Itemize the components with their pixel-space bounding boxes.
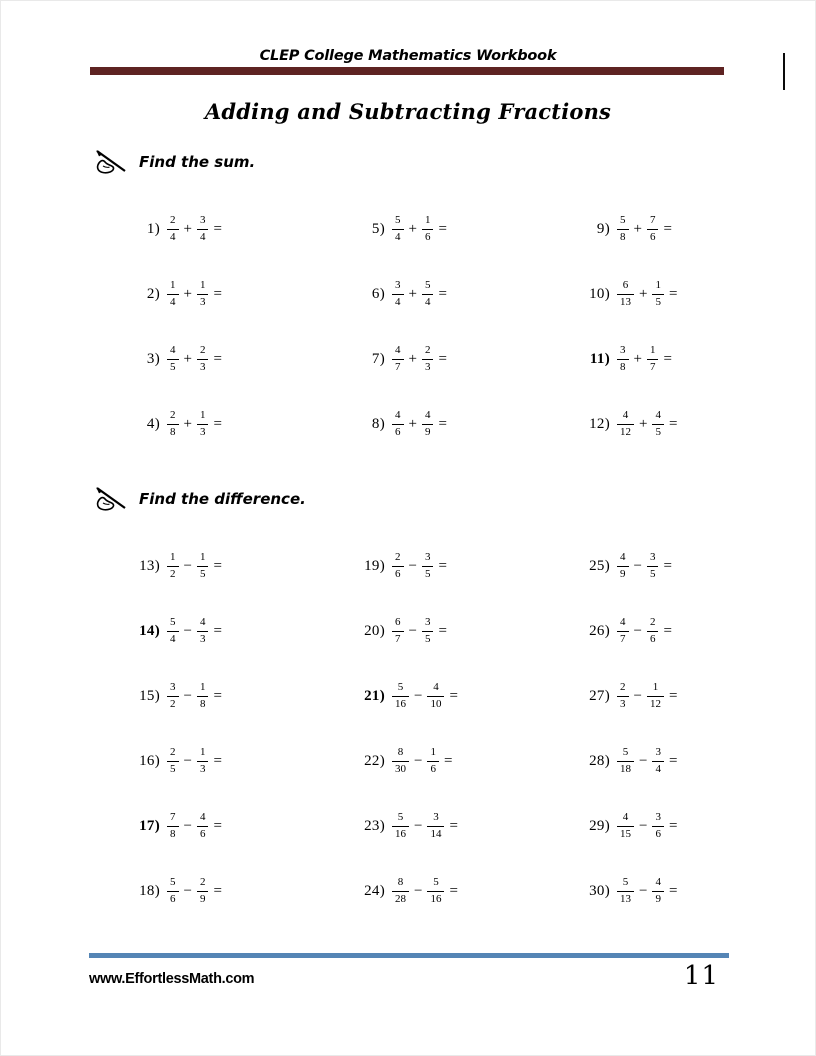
operator: + [408, 351, 417, 367]
equals-sign: = [438, 416, 447, 432]
problem [352, 794, 577, 859]
fraction: $\frac{4}{5}$ [652, 409, 664, 440]
fraction: $\frac{5}{4}$ [392, 214, 404, 245]
problem-number: 3) [146, 351, 160, 367]
problem-number: 18) [139, 883, 160, 899]
book-title: CLEP College Mathematics Workbook [259, 48, 557, 64]
operator: − [414, 688, 423, 704]
problem [352, 392, 577, 457]
equals-sign: = [213, 753, 222, 769]
operator: − [639, 753, 648, 769]
problem [577, 534, 802, 599]
equals-sign: = [213, 558, 222, 574]
problem-number: 10) [589, 286, 610, 302]
equals-sign: = [438, 623, 447, 639]
fraction: $\frac{1}{4}$ [167, 279, 179, 310]
fraction: $\frac{5}{16}$ [427, 876, 444, 907]
problem-number: 14) [139, 623, 160, 639]
operator: − [633, 688, 642, 704]
fraction: $\frac{8}{28}$ [392, 876, 409, 907]
operator: − [414, 753, 423, 769]
operator: − [183, 558, 192, 574]
problem [352, 534, 577, 599]
problem [127, 392, 352, 457]
instruction-difference [94, 486, 306, 512]
problem-number: 23) [364, 818, 385, 834]
problem-number: 19) [364, 558, 385, 574]
problem-number: 12) [589, 416, 610, 432]
equals-sign: = [438, 286, 447, 302]
difference-problems-grid [127, 534, 802, 924]
problem-number: 9) [596, 221, 610, 237]
fraction: $\frac{2}{8}$ [167, 409, 179, 440]
equals-sign: = [213, 883, 222, 899]
operator: − [633, 623, 642, 639]
fraction: $\frac{4}{12}$ [617, 409, 634, 440]
fraction: $\frac{8}{30}$ [392, 746, 409, 777]
problem [127, 327, 352, 392]
margin-mark-line [783, 53, 785, 90]
fraction: $\frac{6}{7}$ [392, 616, 404, 647]
fraction: $\frac{3}{8}$ [617, 344, 629, 375]
fraction: $\frac{5}{18}$ [617, 746, 634, 777]
problem-number: 7) [371, 351, 385, 367]
fraction: $\frac{2}{5}$ [167, 746, 179, 777]
operator: − [183, 818, 192, 834]
fraction: $\frac{7}{6}$ [647, 214, 659, 245]
fraction: $\frac{1}{6}$ [427, 746, 439, 777]
problem-number: 8) [371, 416, 385, 432]
problem-number: 29) [589, 818, 610, 834]
problem-number: 1) [146, 221, 160, 237]
equals-sign: = [213, 221, 222, 237]
fraction: $\frac{1}{3}$ [197, 409, 209, 440]
problem-number: 6) [371, 286, 385, 302]
problem-number: 5) [371, 221, 385, 237]
problem [352, 197, 577, 262]
equals-sign: = [438, 558, 447, 574]
equals-sign: = [438, 221, 447, 237]
equals-sign: = [213, 818, 222, 834]
fraction: $\frac{1}{8}$ [197, 681, 209, 712]
problem-number: 27) [589, 688, 610, 704]
equals-sign: = [668, 688, 678, 704]
fraction: $\frac{1}{5}$ [652, 279, 664, 310]
equals-sign: = [449, 818, 458, 834]
equals-sign: = [213, 623, 222, 639]
problem-number: 25) [589, 558, 610, 574]
problem-number: 24) [364, 883, 385, 899]
fraction: $\frac{4}{15}$ [617, 811, 634, 842]
page-number: 11 [683, 961, 719, 991]
equals-sign: = [663, 351, 672, 367]
fraction: $\frac{3}{2}$ [167, 681, 179, 712]
operator: + [408, 416, 417, 432]
fraction: $\frac{1}{2}$ [167, 551, 179, 582]
problem-number: 26) [589, 623, 610, 639]
fraction: $\frac{2}{6}$ [392, 551, 404, 582]
fraction: $\frac{1}{3}$ [197, 279, 209, 310]
problem-number: 13) [139, 558, 160, 574]
problem [577, 664, 802, 729]
fraction: $\frac{7}{8}$ [167, 811, 179, 842]
operator: − [183, 623, 192, 639]
operator: + [633, 221, 642, 237]
problem [577, 859, 802, 924]
problem-number: 30) [589, 883, 610, 899]
fraction: $\frac{5}{6}$ [167, 876, 179, 907]
problem [577, 729, 802, 794]
fraction: $\frac{3}{5}$ [647, 551, 659, 582]
fraction: $\frac{1}{12}$ [647, 681, 664, 712]
fraction: $\frac{5}{16}$ [392, 811, 409, 842]
equals-sign: = [663, 558, 672, 574]
problem [127, 599, 352, 664]
writing-hand-icon [94, 486, 128, 512]
fraction: $\frac{5}{16}$ [392, 681, 409, 712]
equals-sign: = [668, 416, 678, 432]
header-rule [90, 67, 724, 75]
fraction: $\frac{1}{5}$ [197, 551, 209, 582]
fraction: $\frac{2}{3}$ [617, 681, 629, 712]
fraction: $\frac{3}{5}$ [422, 551, 434, 582]
problem [127, 534, 352, 599]
fraction: $\frac{4}{9}$ [652, 876, 664, 907]
instruction-text: Find the sum. [139, 153, 256, 171]
page-title: Adding and Subtracting Fractions [204, 99, 612, 124]
fraction: $\frac{5}{13}$ [617, 876, 634, 907]
fraction: $\frac{5}{4}$ [167, 616, 179, 647]
operator: − [633, 558, 642, 574]
problem [577, 392, 802, 457]
operator: − [183, 883, 192, 899]
problem [352, 599, 577, 664]
problem [127, 729, 352, 794]
fraction: $\frac{3}{14}$ [427, 811, 444, 842]
equals-sign: = [438, 351, 447, 367]
operator: − [408, 558, 417, 574]
equals-sign: = [213, 688, 222, 704]
problem [352, 262, 577, 327]
fraction: $\frac{5}{8}$ [617, 214, 629, 245]
writing-hand-icon [94, 149, 128, 175]
operator: + [639, 286, 648, 302]
equals-sign: = [668, 753, 678, 769]
equals-sign: = [213, 416, 222, 432]
fraction: $\frac{3}{6}$ [652, 811, 664, 842]
fraction: $\frac{3}{4}$ [652, 746, 664, 777]
problem [352, 327, 577, 392]
problem [127, 794, 352, 859]
operator: − [183, 753, 192, 769]
equals-sign: = [449, 883, 458, 899]
operator: + [183, 286, 192, 302]
fraction: $\frac{4}{6}$ [197, 811, 209, 842]
operator: − [183, 688, 192, 704]
problem-number: 15) [139, 688, 160, 704]
operator: + [183, 416, 192, 432]
fraction: $\frac{4}{9}$ [422, 409, 434, 440]
equals-sign: = [668, 883, 678, 899]
problem-number: 21) [364, 688, 385, 704]
problem [127, 664, 352, 729]
problem-number: 16) [139, 753, 160, 769]
fraction: $\frac{2}{4}$ [167, 214, 179, 245]
problem [127, 262, 352, 327]
operator: + [183, 351, 192, 367]
equals-sign: = [449, 688, 458, 704]
fraction: $\frac{2}{3}$ [197, 344, 209, 375]
fraction: $\frac{3}{4}$ [197, 214, 209, 245]
operator: − [639, 883, 648, 899]
sum-problems-grid [127, 197, 802, 457]
operator: + [408, 286, 417, 302]
problem [352, 859, 577, 924]
problem [127, 859, 352, 924]
operator: + [633, 351, 642, 367]
problem [127, 197, 352, 262]
fraction: $\frac{4}{7}$ [617, 616, 629, 647]
operator: + [639, 416, 648, 432]
problem-number: 20) [364, 623, 385, 639]
operator: + [183, 221, 192, 237]
equals-sign: = [668, 286, 678, 302]
problem-number: 4) [146, 416, 160, 432]
fraction: $\frac{1}{3}$ [197, 746, 209, 777]
footer-website-link[interactable]: www.EffortlessMath.com [89, 971, 255, 987]
problem [577, 197, 802, 262]
problem-number: 17) [139, 818, 160, 834]
equals-sign: = [443, 753, 453, 769]
fraction: $\frac{4}{10}$ [427, 681, 444, 712]
fraction: $\frac{3}{5}$ [422, 616, 434, 647]
footer-rule [89, 953, 729, 958]
problem [577, 327, 802, 392]
operator: − [408, 623, 417, 639]
problem [352, 664, 577, 729]
problem-number: 22) [364, 753, 385, 769]
problem-number: 2) [146, 286, 160, 302]
fraction: $\frac{2}{3}$ [422, 344, 434, 375]
fraction: $\frac{6}{13}$ [617, 279, 634, 310]
fraction: $\frac{4}{9}$ [617, 551, 629, 582]
fraction: $\frac{4}{6}$ [392, 409, 404, 440]
fraction: $\frac{5}{4}$ [422, 279, 434, 310]
equals-sign: = [213, 286, 222, 302]
fraction: $\frac{1}{7}$ [647, 344, 659, 375]
problem [577, 794, 802, 859]
problem-number: 28) [589, 753, 610, 769]
equals-sign: = [663, 221, 672, 237]
operator: + [408, 221, 417, 237]
fraction: $\frac{4}{7}$ [392, 344, 404, 375]
fraction: $\frac{2}{9}$ [197, 876, 209, 907]
instruction-text: Find the difference. [139, 490, 306, 508]
problem [577, 599, 802, 664]
fraction: $\frac{4}{5}$ [167, 344, 179, 375]
fraction: $\frac{1}{6}$ [422, 214, 434, 245]
instruction-sum [94, 149, 255, 175]
problem [352, 729, 577, 794]
equals-sign: = [213, 351, 222, 367]
fraction: $\frac{3}{4}$ [392, 279, 404, 310]
fraction: $\frac{4}{3}$ [197, 616, 209, 647]
equals-sign: = [668, 818, 678, 834]
operator: − [639, 818, 648, 834]
operator: − [414, 883, 423, 899]
fraction: $\frac{2}{6}$ [647, 616, 659, 647]
equals-sign: = [663, 623, 672, 639]
problem-number: 11) [589, 351, 610, 367]
operator: − [414, 818, 423, 834]
problem [577, 262, 802, 327]
